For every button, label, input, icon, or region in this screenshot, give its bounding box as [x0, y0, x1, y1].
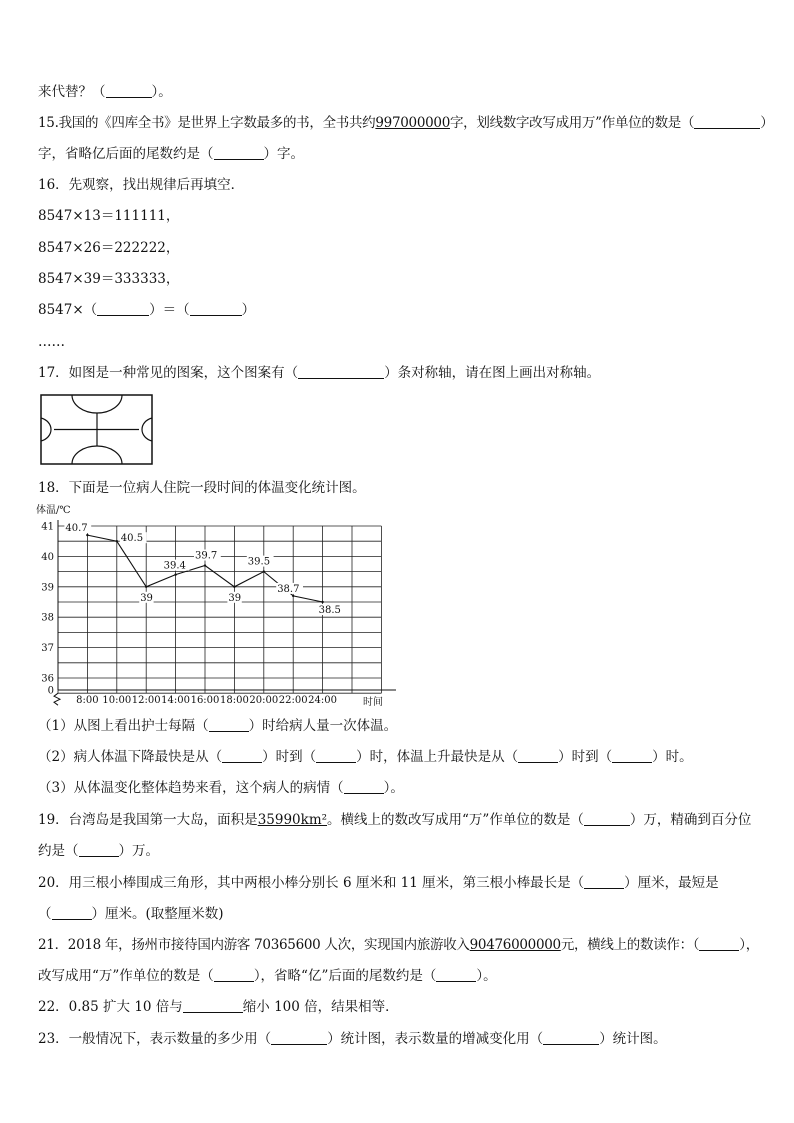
answer-blank[interactable]: [97, 301, 149, 316]
bottom-arc: [72, 446, 122, 464]
x-tick-label: 14:00: [161, 695, 191, 706]
axis-break: [54, 693, 60, 705]
underlined-number: 35990km²: [257, 812, 328, 828]
q19-line-1: 19．台湾岛是我国第一大岛，面积是35990km²。横线上的数改写成用“万”作单位的数是（ ）万，精确到百分位: [38, 812, 752, 828]
y-axis-label: 体温/℃: [36, 505, 71, 516]
data-label: 40.7: [65, 523, 88, 535]
answer-blank[interactable]: [183, 998, 243, 1013]
data-label: 38.7: [277, 583, 300, 595]
symmetry-figure[interactable]: [40, 394, 154, 466]
answer-blank[interactable]: [612, 748, 652, 763]
data-label: 39: [140, 592, 153, 604]
y-tick-label: 39: [41, 582, 54, 594]
answer-blank[interactable]: [436, 967, 476, 982]
temperature-line-chart: [30, 503, 410, 709]
y-tick-label: 40: [41, 551, 54, 563]
x-axis-label: 时间: [363, 697, 383, 708]
answer-blank[interactable]: [214, 967, 254, 982]
data-point: [321, 601, 323, 603]
x-tick-label: 18:00: [219, 695, 249, 706]
q16-equation: 8547×39＝333333，: [38, 271, 180, 287]
q20-line-1: 20．用三根小棒围成三角形，其中两根小棒分别长 6 厘米和 11 厘米，第三根小棒最长是（ ）厘米，最短是: [38, 875, 719, 891]
q20-line-2: （ ）厘米。(取整厘米数): [38, 906, 224, 922]
answer-blank[interactable]: [584, 874, 624, 889]
data-label: 39: [228, 592, 242, 604]
answer-blank[interactable]: [518, 748, 558, 763]
answer-blank[interactable]: [222, 748, 262, 763]
data-point: [86, 534, 88, 536]
answer-blank[interactable]: [209, 717, 249, 732]
q18-sub1: （1）从图上看出护士每隔（ ）时给病人量一次体温。: [38, 718, 398, 734]
q18-sub2: （2）病人体温下降最快是从（ ）时到（ ）时，体温上升最快是从（ ）时到（ ）时。: [38, 749, 693, 765]
x-tick-label: 24:00: [308, 695, 338, 706]
answer-blank[interactable]: [79, 842, 119, 857]
data-point: [263, 570, 265, 572]
y-tick-label: 0: [47, 685, 54, 697]
data-point: [233, 586, 235, 588]
answer-blank[interactable]: [190, 301, 242, 316]
q18-title: 18．下面是一位病人住院一段时间的体温变化统计图。: [38, 480, 366, 496]
q21-line-1: 21．2018 年，扬州市接待国内游客 70365600 人次，实现国内旅游收入90476000000元，横线上的数读作：（ ），: [38, 937, 759, 953]
answer-blank[interactable]: [52, 905, 92, 920]
underlined-number: 997000000: [375, 115, 450, 131]
q14-line: 来代替？（ ）。: [38, 84, 172, 100]
q21-line-2: 改写成用“万”作单位的数是（ ），省略“亿”后面的尾数约是（ ）。: [38, 968, 497, 984]
q16-title: 16．先观察，找出规律后再填空．: [38, 177, 245, 193]
answer-blank[interactable]: [699, 936, 739, 951]
answer-blank[interactable]: [106, 83, 152, 98]
answer-blank[interactable]: [543, 1030, 599, 1045]
x-tick-label: 8:00: [76, 695, 99, 706]
x-tick-label: 12:00: [131, 695, 161, 706]
ellipsis: ……: [38, 334, 65, 350]
y-tick-label: 37: [41, 643, 54, 655]
q18-sub3: （3）从体温变化整体趋势来看，这个病人的病情（ ）。: [38, 780, 404, 796]
y-tick-label: 41: [41, 521, 54, 533]
answer-blank[interactable]: [344, 779, 384, 794]
data-label: 39.5: [247, 556, 271, 568]
answer-blank[interactable]: [316, 748, 356, 763]
underlined-number: 90476000000: [469, 937, 561, 953]
data-point: [145, 586, 147, 588]
data-point: [174, 573, 176, 575]
data-point: [204, 564, 206, 566]
x-tick-label: 16:00: [190, 695, 220, 706]
answer-blank[interactable]: [694, 114, 760, 129]
x-tick-label: 22:00: [278, 695, 308, 706]
answer-blank[interactable]: [271, 1030, 327, 1045]
data-label: 38.5: [318, 605, 341, 616]
data-label: 39.7: [195, 550, 218, 562]
data-point: [116, 540, 118, 542]
left-arc: [41, 418, 51, 441]
answer-blank[interactable]: [214, 145, 264, 160]
y-tick-label: 38: [41, 612, 54, 624]
data-point: [292, 595, 294, 597]
y-tick-label: 36: [41, 673, 54, 685]
q15-line-1: 15.我国的《四库全书》是世界上字数最多的书，全书共约997000000字，划线数字改写成用万”作单位的数是（ ）: [38, 115, 774, 131]
q17-line: 17．如图是一种常见的图案，这个图案有（ ）条对称轴，请在图上画出对称轴。: [38, 365, 601, 381]
answer-blank[interactable]: [298, 364, 384, 379]
answer-blank[interactable]: [584, 811, 630, 826]
data-label: 39.4: [163, 560, 186, 572]
data-label: 40.5: [120, 533, 144, 545]
top-arc: [72, 395, 122, 413]
x-tick-label: 10:00: [102, 695, 132, 706]
q23-line: 23．一般情况下，表示数量的多少用（ ）统计图，表示数量的增减变化用（ ）统计图。: [38, 1031, 667, 1047]
q15-line-2: 字，省略亿后面的尾数约是（ ）字。: [38, 146, 304, 162]
right-arc: [142, 418, 152, 441]
q19-line-2: 约是（ ）万。: [38, 843, 159, 859]
x-tick-label: 20:00: [249, 695, 279, 706]
q16-equation: 8547×26＝222222，: [38, 240, 180, 256]
q16-equation: 8547×13＝111111，: [38, 208, 180, 224]
q22-line: 22．0.85 扩大 10 倍与 缩小 100 倍，结果相等．: [38, 999, 399, 1015]
q16-equation-blank: 8547×（ ）＝（ ）: [38, 302, 256, 318]
